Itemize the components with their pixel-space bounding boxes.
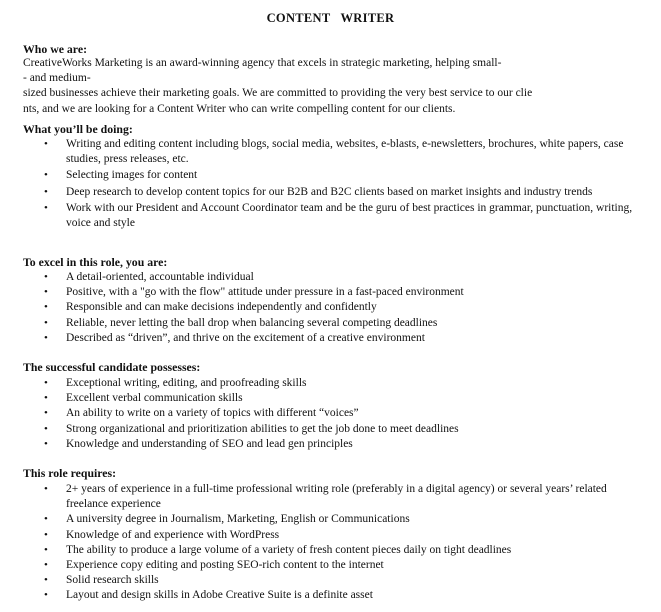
list-item: • Positive, with a "go with the flow" attitude under pressure in a fast-paced environment bbox=[0, 285, 646, 300]
list-item: • Knowledge of and experience with WordPress bbox=[0, 528, 646, 543]
list-item: • Solid research skills bbox=[0, 573, 646, 588]
bullet-icon: • bbox=[44, 271, 48, 283]
paragraph-line: - and medium- bbox=[23, 72, 91, 85]
bullet-icon: • bbox=[44, 316, 48, 329]
excel-list bbox=[0, 270, 646, 346]
bullet-icon: • bbox=[44, 513, 48, 526]
list-item: • A detail-oriented, accountable individual bbox=[0, 270, 646, 285]
list-item: • Described as “driven”, and thrive on the excitement of a creative environment bbox=[0, 331, 646, 346]
list-item: • Excellent verbal communication skills bbox=[0, 391, 646, 406]
bullet-icon: • bbox=[44, 377, 48, 389]
list-item: • The ability to produce a large volume of a variety of fresh content pieces daily on tight deadlines bbox=[0, 543, 646, 558]
bullet-icon: • bbox=[44, 169, 48, 182]
bullet-icon: • bbox=[44, 589, 48, 602]
bullet-icon: • bbox=[44, 201, 48, 214]
bullet-icon: • bbox=[44, 331, 48, 344]
paragraph-line: nts, and we are looking for a Content Writer who can write compelling content for our clients. bbox=[23, 102, 456, 115]
who-we-are-paragraph bbox=[23, 56, 643, 117]
heading-successful-candidate: The successful candidate possesses: bbox=[23, 360, 201, 374]
doing-list bbox=[0, 137, 646, 231]
document-title: CONTENT WRITER bbox=[266, 11, 395, 25]
heading-what-youll-be-doing: What you’ll be doing: bbox=[23, 122, 133, 136]
heading-role-requires: This role requires: bbox=[23, 466, 117, 480]
bullet-icon: • bbox=[44, 422, 48, 435]
requires-list bbox=[0, 482, 646, 604]
bullet-icon: • bbox=[44, 185, 48, 198]
bullet-icon: • bbox=[44, 286, 48, 299]
list-item: • Selecting images for content bbox=[0, 168, 646, 183]
list-item: • 2+ years of experience in a full-time professional writing role (preferably in a digital agency) or several years’ related freelance experience bbox=[44, 483, 607, 511]
list-item: • Writing and editing content including blogs, social media, websites, e-blasts, e-newsletters, brochures, white papers, case studies, press releases, etc. bbox=[44, 138, 624, 166]
list-item: • Strong organizational and prioritization abilities to get the job done to meet deadlines bbox=[0, 422, 646, 437]
paragraph-line: CreativeWorks Marketing is an award-winning agency that excels in strategic marketing, helping small- bbox=[23, 57, 502, 69]
list-item: • Layout and design skills in Adobe Creative Suite is a definite asset bbox=[0, 588, 646, 603]
bullet-icon: • bbox=[44, 559, 48, 572]
heading-who-we-are: Who we are: bbox=[23, 42, 87, 56]
bullet-icon: • bbox=[44, 543, 48, 556]
list-item: • Deep research to develop content topics for our B2B and B2C clients based on market insights and industry trends bbox=[0, 185, 646, 200]
paragraph-line: sized businesses achieve their marketing goals. We are committed to providing the very best service to our clie bbox=[23, 87, 533, 100]
list-item: • An ability to write on a variety of topics with different “voices” bbox=[0, 406, 646, 421]
bullet-icon: • bbox=[44, 574, 48, 587]
bullet-icon: • bbox=[44, 483, 48, 495]
list-item: • A university degree in Journalism, Marketing, English or Communications bbox=[0, 512, 646, 527]
list-item: • Exceptional writing, editing, and proofreading skills bbox=[0, 376, 646, 391]
bullet-icon: • bbox=[44, 138, 48, 150]
list-item: • Knowledge and understanding of SEO and lead gen principles bbox=[0, 437, 646, 452]
bullet-icon: • bbox=[44, 407, 48, 420]
list-item: • Reliable, never letting the ball drop when balancing several competing deadlines bbox=[0, 316, 646, 331]
bullet-icon: • bbox=[44, 392, 48, 405]
bullet-icon: • bbox=[44, 528, 48, 541]
bullet-icon: • bbox=[44, 301, 48, 314]
list-item: • Responsible and can make decisions independently and confidently bbox=[0, 300, 646, 315]
candidate-list bbox=[0, 376, 646, 452]
bullet-icon: • bbox=[44, 437, 48, 450]
list-item: • Experience copy editing and posting SEO-rich content to the internet bbox=[0, 558, 646, 573]
heading-to-excel: To excel in this role, you are: bbox=[23, 255, 168, 269]
list-item: • Work with our President and Account Coordinator team and be the guru of best practices in grammar, punctuation, writing, voice and style bbox=[44, 201, 633, 230]
